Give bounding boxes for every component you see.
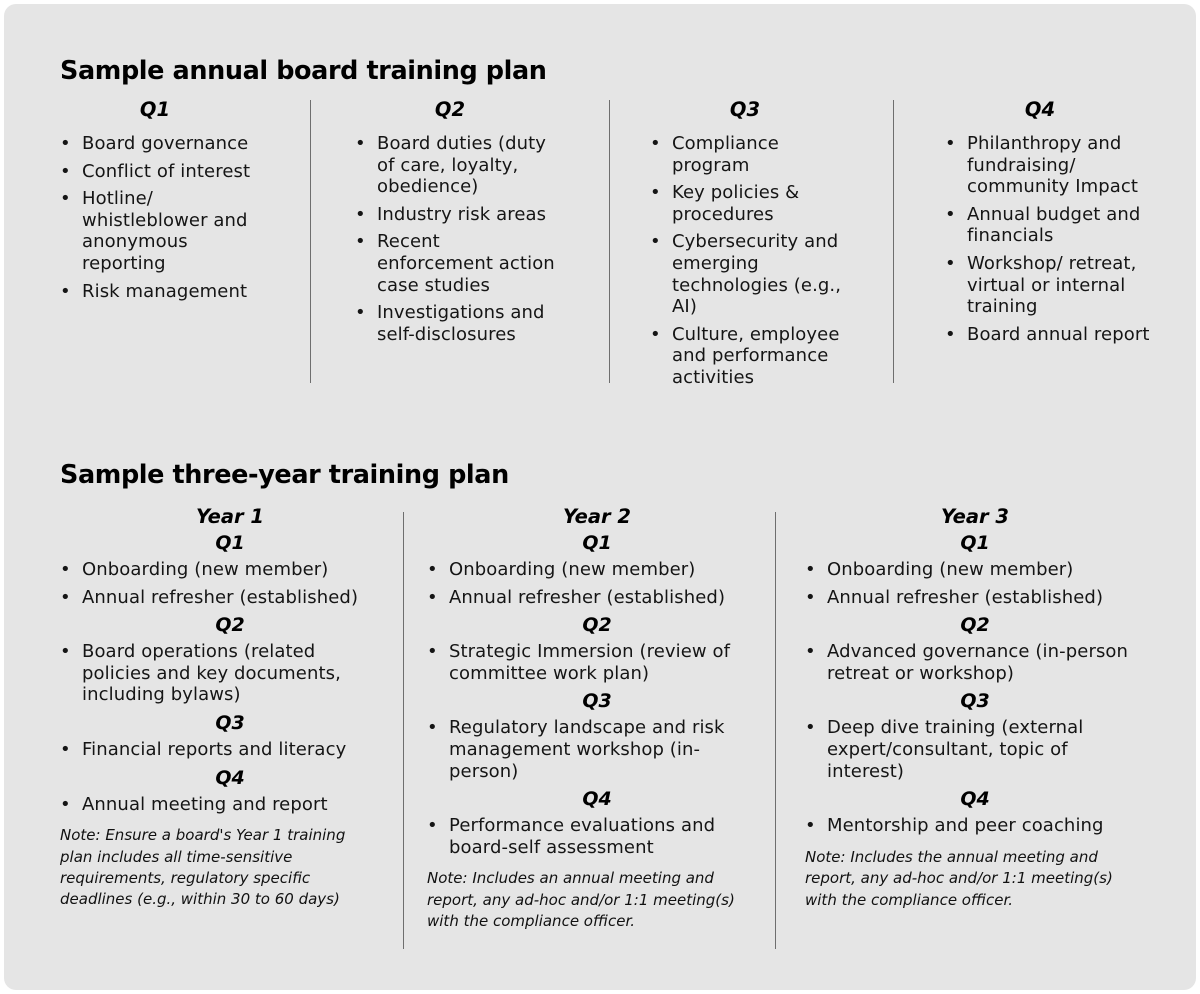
annual-q3-heading: Q3 [729, 98, 761, 121]
year1-q4-heading: Q4 [215, 766, 245, 789]
list-item: • Regulatory landscape and risk management workshop (in-person) [427, 717, 757, 782]
list-item: • Industry risk areas [355, 204, 560, 226]
annual-q2-column [355, 97, 560, 351]
year1-q4-list [60, 794, 375, 816]
list-item: • Performance evaluations and board-self assessment [427, 815, 757, 858]
year2-q4-list [427, 815, 757, 858]
year1-q3-list [60, 739, 375, 761]
year3-column [805, 504, 1145, 911]
year1-note: Note: Ensure a board's Year 1 training plan includes all time-sensitive requirements, regulatory specific deadlines (e.g., within 30 to 60 days) [60, 826, 346, 909]
year3-q2-list [805, 641, 1145, 684]
three-year-plan-title: Sample three-year training plan [60, 460, 509, 490]
annual-divider-2 [609, 100, 610, 383]
year3-q2-heading: Q2 [960, 614, 990, 637]
content-panel [4, 4, 1196, 990]
year3-q4-heading: Q4 [960, 788, 990, 811]
year2-q1-heading: Q1 [582, 532, 612, 554]
list-item: • Annual refresher (established) [805, 587, 1145, 609]
list-item: • Cybersecurity and emerging technologies (e.g., AI) [650, 231, 855, 317]
year1-column [60, 504, 375, 911]
year1-q2-list [60, 641, 375, 706]
list-item: • Investigations and self-disclosures [355, 302, 560, 345]
year2-q3-heading: Q3 [582, 690, 612, 713]
year2-heading: Year 2 [563, 505, 631, 528]
year3-note: Note: Includes the annual meeting and report, any ad-hoc and/or 1:1 meeting(s) with the compliance officer. [805, 847, 1113, 909]
year2-q3-list [427, 717, 757, 782]
list-item: • Hotline/ whistleblower and anonymous reporting [60, 188, 265, 274]
list-item: • Compliance program [650, 133, 855, 176]
year1-q1-list [60, 559, 375, 608]
list-item: • Deep dive training (external expert/consultant, topic of interest) [805, 717, 1145, 782]
list-item: • Philanthropy and fundraising/ community Impact [945, 133, 1150, 198]
year2-q2-heading: Q2 [582, 614, 612, 637]
list-item: • Strategic Immersion (review of committee work plan) [427, 641, 757, 684]
annual-q2-list [355, 133, 560, 345]
year2-column [427, 504, 757, 933]
year2-q1-list [427, 559, 757, 608]
list-item: • Board duties (duty of care, loyalty, obedience) [355, 133, 560, 198]
year3-q3-heading: Q3 [960, 690, 990, 713]
annual-q3-list [650, 133, 855, 389]
annual-q4-column [945, 97, 1150, 351]
list-item: • Annual refresher (established) [427, 587, 757, 609]
list-item: • Board annual report [945, 324, 1150, 346]
annual-q1-list [60, 133, 265, 302]
annual-q3-column [650, 97, 855, 395]
list-item: • Mentorship and peer coaching [805, 815, 1145, 837]
list-item: • Board governance [60, 133, 265, 155]
list-item: • Annual meeting and report [60, 794, 375, 816]
three-year-divider-1 [403, 512, 404, 949]
list-item: • Onboarding (new member) [60, 559, 375, 581]
year1-q1-heading: Q1 [215, 532, 245, 554]
list-item: • Workshop/ retreat, virtual or internal training [945, 253, 1150, 318]
annual-q1-column [60, 97, 265, 308]
list-item: • Annual budget and financials [945, 204, 1150, 247]
list-item: • Conflict of interest [60, 161, 265, 183]
list-item: • Onboarding (new member) [427, 559, 757, 581]
year1-heading: Year 1 [196, 505, 264, 528]
annual-divider-1 [310, 100, 311, 383]
list-item: • Advanced governance (in-person retreat or workshop) [805, 641, 1145, 684]
list-item: • Recent enforcement action case studies [355, 231, 560, 296]
year2-note: Note: Includes an annual meeting and report, any ad-hoc and/or 1:1 meeting(s) with the compliance officer. [427, 869, 735, 931]
list-item: • Onboarding (new member) [805, 559, 1145, 581]
annual-q4-heading: Q4 [1024, 98, 1056, 121]
year2-q2-list [427, 641, 757, 684]
list-item: • Annual refresher (established) [60, 587, 375, 609]
list-item: • Financial reports and literacy [60, 739, 375, 761]
year3-q3-list [805, 717, 1145, 782]
year3-q4-list [805, 815, 1145, 837]
annual-q1-heading: Q1 [139, 98, 171, 121]
year1-q2-heading: Q2 [215, 614, 245, 637]
annual-divider-3 [893, 100, 894, 383]
annual-q2-heading: Q2 [434, 98, 466, 121]
year3-heading: Year 3 [941, 505, 1009, 528]
year1-q3-heading: Q3 [215, 711, 245, 734]
list-item: • Key policies & procedures [650, 182, 855, 225]
year2-q4-heading: Q4 [582, 788, 612, 811]
list-item: • Culture, employee and performance activities [650, 324, 855, 389]
year3-q1-list [805, 559, 1145, 608]
annual-plan-title: Sample annual board training plan [60, 56, 547, 86]
list-item: • Board operations (related policies and key documents, including bylaws) [60, 641, 375, 706]
year3-q1-heading: Q1 [960, 532, 990, 554]
three-year-divider-2 [775, 512, 776, 949]
list-item: • Risk management [60, 281, 265, 303]
annual-q4-list [945, 133, 1150, 345]
